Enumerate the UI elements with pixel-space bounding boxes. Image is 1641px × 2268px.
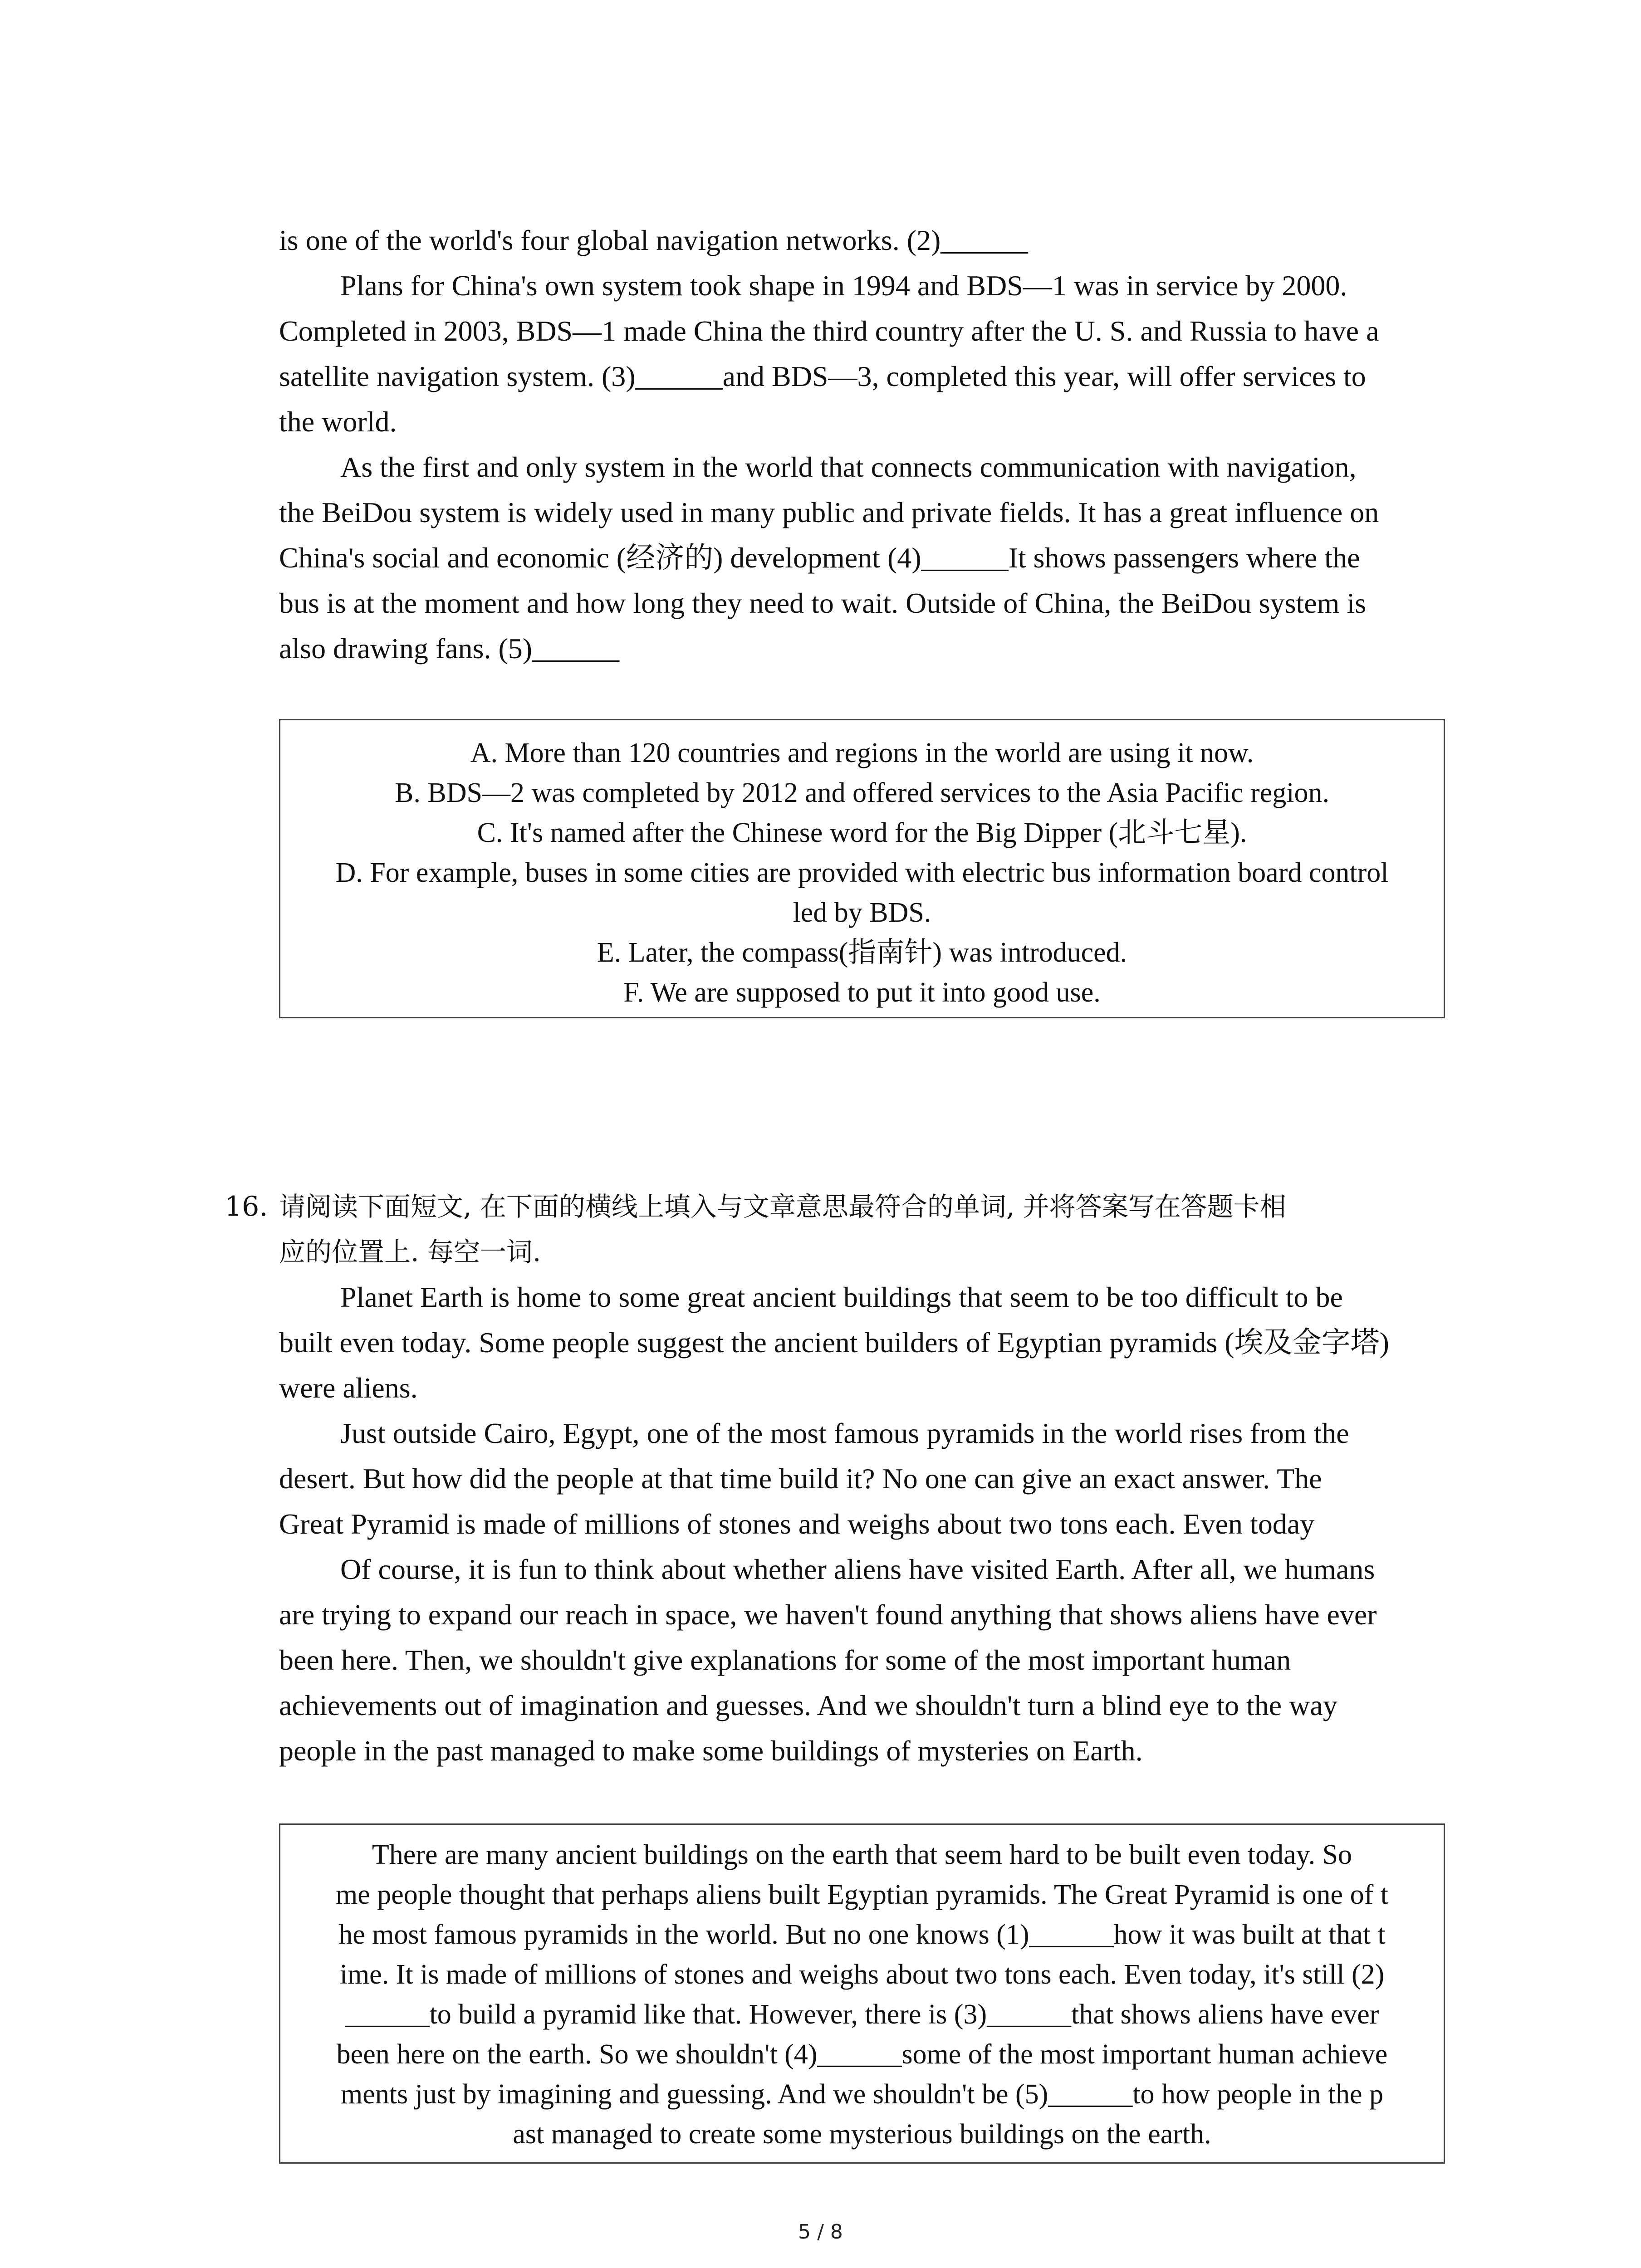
page-number: 5 / 8 — [798, 2220, 843, 2244]
option-d: D. For example, buses in some cities are provided with electric bus information board control — [335, 857, 1389, 888]
passage-16-line: achievements out of imagination and guesses. And we shouldn't turn a blind eye to the way — [279, 1689, 1337, 1721]
passage-16-line: Planet Earth is home to some great ancient buildings that seem to be too difficult to be — [340, 1281, 1343, 1313]
summary-line: ments just by imagining and guessing. And we shouldn't be (5)______to how people in the p — [340, 2079, 1384, 2110]
summary-line: ______to build a pyramid like that. However, there is (3)______that shows aliens have ever — [345, 1999, 1379, 2030]
option-f: F. We are supposed to put it into good use. — [623, 977, 1101, 1008]
passage-15-line: Completed in 2003, BDS—1 made China the third country after the U. S. and Russia to have a — [279, 315, 1379, 347]
passage-15-line: China's social and economic (经济的) development (4)______It shows passengers where the — [279, 542, 1360, 574]
instruction-line: 请阅读下面短文, 在下面的横线上填入与文章意思最符合的单词, 并将答案写在答题卡相 — [279, 1191, 1286, 1222]
summary-line: ime. It is made of millions of stones and weighs about two tons each. Even today, it's still (2) — [339, 1959, 1385, 1990]
summary-line: me people thought that perhaps aliens built Egyptian pyramids. The Great Pyramid is one of t — [336, 1879, 1388, 1910]
passage-16-line: were aliens. — [279, 1372, 418, 1404]
passage-16-line: Of course, it is fun to think about whether aliens have visited Earth. After all, we humans — [340, 1553, 1375, 1585]
option-e: E. Later, the compass(指南针) was introduced. — [597, 937, 1127, 968]
summary-line: been here on the earth. So we shouldn't (4)______some of the most important human achieve — [336, 2039, 1388, 2070]
options-box — [279, 719, 1445, 1018]
passage-15-line: Plans for China's own system took shape in 1994 and BDS—1 was in service by 2000. — [340, 269, 1347, 302]
passage-15-line: is one of the world's four global navigation networks. (2)______ — [279, 224, 1028, 256]
summary-line: ast managed to create some mysterious buildings on the earth. — [513, 2119, 1211, 2150]
passage-15-line: also drawing fans. (5)______ — [279, 632, 620, 665]
passage-16-line: Great Pyramid is made of millions of stones and weighs about two tons each. Even today — [279, 1508, 1315, 1540]
passage-16-line: Just outside Cairo, Egypt, one of the most famous pyramids in the world rises from the — [340, 1417, 1349, 1449]
passage-16-line: desert. But how did the people at that time build it? No one can give an exact answer. The — [279, 1462, 1322, 1495]
summary-box — [279, 1823, 1445, 2164]
option-c: C. It's named after the Chinese word for the Big Dipper (北斗七星). — [477, 817, 1247, 848]
passage-16-line: people in the past managed to make some buildings of mysteries on Earth. — [279, 1735, 1143, 1767]
option-d-continued: led by BDS. — [793, 897, 931, 928]
summary-line: There are many ancient buildings on the earth that seem hard to be built even today. So — [372, 1839, 1352, 1870]
option-a: A. More than 120 countries and regions in the world are using it now. — [470, 738, 1254, 768]
passage-15-line: the BeiDou system is widely used in many public and private fields. It has a great influence on — [279, 496, 1379, 528]
question-number: 16. — [225, 1191, 268, 1222]
passage-16-line: been here. Then, we shouldn't give explanations for some of the most important human — [279, 1644, 1291, 1676]
passage-15-line: satellite navigation system. (3)______and BDS—3, completed this year, will offer services to — [279, 360, 1366, 392]
passage-16-line: are trying to expand our reach in space, we haven't found anything that shows aliens have ever — [279, 1598, 1377, 1631]
passage-15-line: the world. — [279, 406, 397, 438]
summary-line: he most famous pyramids in the world. But no one knows (1)______how it was built at that t — [338, 1919, 1386, 1950]
passage-15-line: As the first and only system in the world that connects communication with navigation, — [340, 451, 1357, 483]
passage-15-line: bus is at the moment and how long they need to wait. Outside of China, the BeiDou system is — [279, 587, 1367, 619]
option-b: B. BDS—2 was completed by 2012 and offered services to the Asia Pacific region. — [395, 777, 1329, 808]
instruction-line: 应的位置上. 每空一词. — [279, 1237, 541, 1267]
passage-16-line: built even today. Some people suggest the ancient builders of Egyptian pyramids (埃及金字塔) — [279, 1326, 1389, 1359]
